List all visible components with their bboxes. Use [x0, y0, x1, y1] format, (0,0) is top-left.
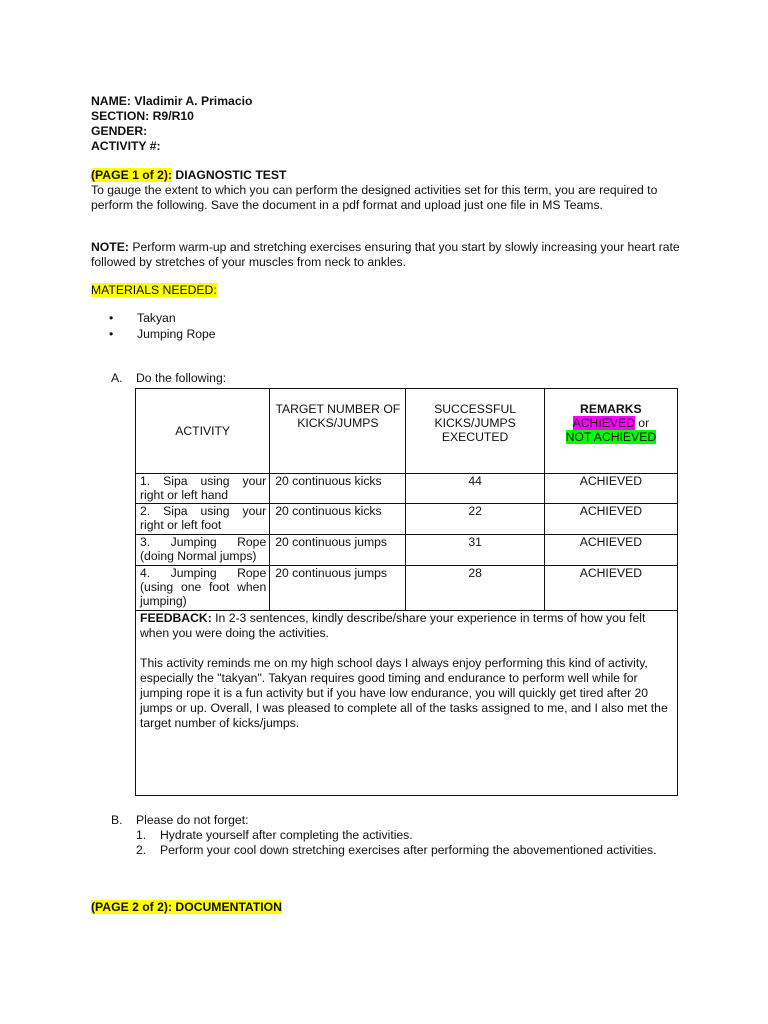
remarks-or: or	[638, 416, 650, 430]
table-header-row	[136, 389, 678, 474]
section-b	[91, 813, 691, 858]
list-item	[91, 311, 391, 327]
executed-cell: 22	[406, 504, 544, 535]
remarks-not-achieved: NOT ACHIEVED	[565, 430, 657, 444]
executed-cell: 28	[406, 566, 544, 611]
intro-paragraph: To gauge the extent to which you can perform the designed activities set for this term, you are required to perform the following. Save the document in a pdf format and upload just one file in MS Teams.	[91, 183, 658, 212]
page2-heading-text: (PAGE 2 of 2): DOCUMENTATION	[91, 900, 282, 914]
name-value: Vladimir A. Primacio	[134, 94, 253, 108]
target-cell: 20 continuous jumps	[270, 566, 406, 611]
item-text: Hydrate yourself after completing the activities.	[160, 828, 413, 842]
activity-line: right or left foot	[140, 518, 222, 532]
remarks-not-line	[545, 430, 677, 444]
target-cell: 20 continuous kicks	[270, 504, 406, 535]
page1-heading: DIAGNOSTIC TEST	[175, 168, 287, 182]
section-a-letter: A.	[111, 371, 123, 385]
remark-cell: ACHIEVED	[544, 535, 677, 566]
activity-table	[135, 388, 678, 796]
note-label: NOTE:	[91, 240, 129, 254]
item-number: 2.	[136, 843, 147, 857]
table-row	[136, 566, 678, 611]
remark-cell: ACHIEVED	[544, 504, 677, 535]
remark-cell: ACHIEVED	[544, 566, 677, 611]
activity-line: (using one foot when	[140, 580, 267, 594]
remark-cell: ACHIEVED	[544, 474, 677, 504]
page2-heading	[91, 900, 282, 915]
section-b-heading	[91, 813, 691, 828]
activity-line: jumping)	[140, 594, 187, 608]
note-paragraph	[91, 240, 687, 270]
page1-tag: (PAGE 1 of 2):	[91, 168, 173, 182]
feedback-label: FEEDBACK:	[140, 611, 212, 625]
section-label: SECTION:	[91, 109, 150, 123]
student-info	[91, 94, 491, 154]
section-line	[91, 109, 491, 124]
section-a-text: Do the following:	[136, 371, 227, 385]
activity-line: 1. Sipa using your	[140, 474, 267, 488]
bullet-icon: •	[109, 311, 114, 325]
target-cell: 20 continuous jumps	[270, 535, 406, 566]
feedback-row	[136, 611, 678, 796]
materials-heading-text: MATERIALS NEEDED:	[91, 283, 217, 297]
header-target	[270, 389, 406, 474]
materials-list	[91, 311, 391, 343]
header-successful	[406, 389, 544, 474]
executed-cell: 44	[406, 474, 544, 504]
feedback-prompt-text: In 2-3 sentences, kindly describe/share your experience in terms of how you felt when you were doing the activities.	[140, 611, 646, 640]
activity-cell	[136, 535, 270, 566]
target-cell: 20 continuous kicks	[270, 474, 406, 504]
page1-title	[91, 168, 286, 183]
material-label: Takyan	[137, 311, 176, 325]
activity-line: 2. Sipa using your	[140, 504, 267, 518]
bullet-icon: •	[109, 327, 114, 341]
executed-cell: 31	[406, 535, 544, 566]
feedback-cell	[136, 611, 678, 796]
activity-line: 3. Jumping Rope	[140, 535, 267, 549]
materials-heading	[91, 283, 217, 298]
remarks-achieved: ACHIEVED	[572, 416, 635, 430]
gender-label: GENDER:	[91, 124, 148, 138]
name-label: NAME:	[91, 94, 131, 108]
activity-line: 4. Jumping Rope	[140, 566, 267, 580]
header-remarks	[544, 389, 677, 474]
name-line	[91, 94, 491, 109]
header-successful-text: SUCCESSFUL KICKS/JUMPS EXECUTED	[434, 402, 517, 444]
activity-line: right or left hand	[140, 488, 229, 502]
item-text: Perform your cool down stretching exercises after performing the abovementioned activities.	[160, 843, 657, 857]
activity-label: ACTIVITY #:	[91, 139, 161, 153]
activity-cell	[136, 474, 270, 504]
material-label: Jumping Rope	[137, 327, 216, 341]
feedback-prompt	[140, 611, 673, 641]
section-value: R9/R10	[152, 109, 194, 123]
list-item	[91, 327, 391, 343]
section-b-text: Please do not forget:	[136, 813, 249, 827]
table-row	[136, 504, 678, 535]
activity-cell	[136, 566, 270, 611]
remarks-legend	[545, 416, 677, 430]
table-row	[136, 535, 678, 566]
note-text: Perform warm-up and stretching exercises ensuring that you start by slowly increasing your heart rate followed by stretches of your muscles from neck to ankles.	[91, 240, 680, 269]
header-target-text: TARGET NUMBER OF KICKS/JUMPS	[275, 402, 401, 430]
section-b-letter: B.	[111, 813, 123, 827]
item-number: 1.	[136, 828, 147, 842]
activity-cell	[136, 504, 270, 535]
activity-line: (doing Normal jumps)	[140, 549, 257, 563]
header-activity: ACTIVITY	[136, 389, 270, 474]
table-row	[136, 474, 678, 504]
remarks-title: REMARKS	[580, 402, 642, 416]
feedback-answer: This activity reminds me on my high school days I always enjoy performing this kind of activity, especially the "takyan". Takyan requires good timing and endurance to perform well while for jumping rope it is a fun activity but if you have low endurance, you will quickly get tired after 20 jumps or up. Overall, I was pleased to complete all of the tasks assigned to me, and I also met the target number of kicks/jumps.	[140, 656, 668, 730]
list-item	[91, 843, 691, 858]
list-item	[91, 828, 691, 843]
